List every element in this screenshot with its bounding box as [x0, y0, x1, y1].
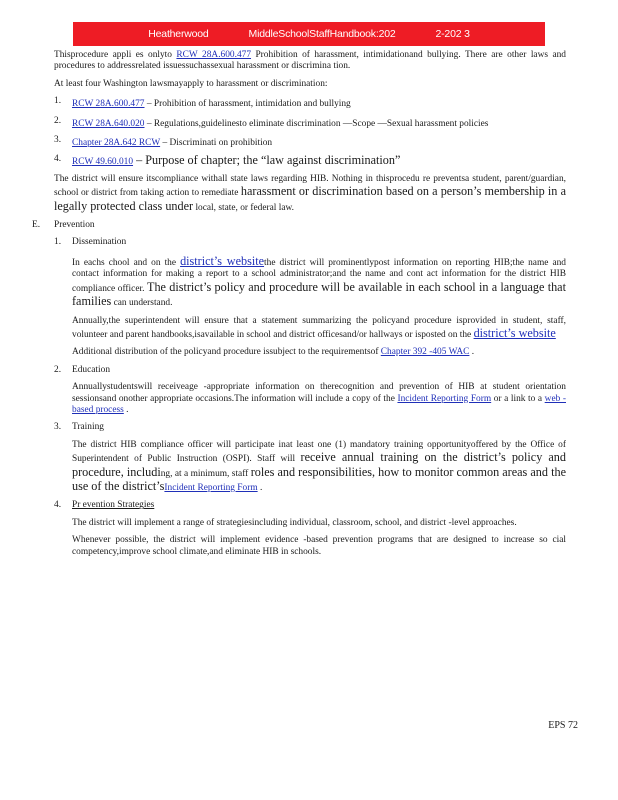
law-item	[54, 116, 566, 130]
law-number: 4.	[54, 154, 62, 165]
strategies-p1: The district will implement a range of strategiesincluding individual, classroom, school, and district -level approaches.	[72, 517, 517, 528]
section-prevention-heading: E. Prevention	[32, 220, 95, 231]
header-title: MiddleSchoolStaffHandbook:202	[248, 28, 396, 40]
training-body	[72, 440, 566, 495]
strategies-heading: 4. Pr evention Strategies	[54, 500, 155, 511]
law-item	[54, 154, 566, 168]
header-school: Heatherwood	[148, 28, 209, 40]
laws-intro: At least four Washington lawsmayapply to harassment or discrimination:	[54, 78, 328, 89]
dissemination-p3: Additional distribution of the policyand procedure issubject to the requirementsof Chapter 392 -405 WAC .	[72, 347, 475, 358]
strategies-body	[72, 518, 566, 558]
law-link[interactable]: RCW 49.60.010	[72, 157, 134, 168]
incident-reporting-form-link[interactable]: Incident Reporting Form	[397, 393, 492, 404]
education-heading: 2. Education	[54, 364, 111, 375]
law-number: 3.	[54, 135, 62, 146]
training-paragraph: The district HIB compliance officer will participate inat least one (1) mandatory training opportunityoffered by the Office of Superintendent of Public Instruction (OSPI). Staff will receive annual training on the district’s policy and procedure, including, at a minimum, staff roles and responsibilities, how to monitor common areas and the use of the district’sIncident Reporting Form .	[72, 439, 566, 493]
law-text: RCW 49.60.010 – Purpose of chapter; the “law against discrimination”	[72, 153, 401, 168]
law-text: RCW 28A.640.020 – Regulations,guidelinesto eliminate discrimination —Scope —Sexual harassment policies	[72, 118, 489, 129]
law-number: 1.	[54, 96, 62, 107]
law-link[interactable]: Chapter 28A.642 RCW	[72, 138, 161, 149]
dissemination-heading: 1. Dissemination	[54, 237, 127, 248]
page-header-bar	[73, 22, 545, 46]
law-text: RCW 28A.600.477 – Prohibition of harassment, intimidation and bullying	[72, 99, 351, 110]
law-link[interactable]: RCW 28A.640.020	[72, 118, 145, 129]
law-number: 2.	[54, 115, 62, 126]
page-content	[32, 50, 566, 564]
education-body	[72, 382, 566, 416]
dissemination-body	[72, 255, 566, 359]
incident-reporting-form-link-2[interactable]: Incident Reporting Form	[164, 482, 258, 493]
rcw-link[interactable]: RCW 28A.600.477	[176, 50, 252, 60]
wac-link[interactable]: Chapter 392 -405 WAC	[380, 347, 470, 358]
dissemination-p1: In eachs chool and on the district’s websitethe district will prominentlypost information on reporting HIB;the name and contact information for making a report to a school administrator;and the name and cont act information for the district HIB compliance officer. The district’s policy and procedure will be available in each school in a language that families can understand.	[72, 253, 566, 309]
laws-list	[54, 96, 566, 169]
dissemination-p2: Annually,the superintendent will ensure that a statement summarizing the policyand procedure isprovided in student, staff, volunteer and parent handbooks,isavailable in school and district officesand/or hallways or isposted on the district’s website	[72, 315, 566, 340]
compliance-paragraph: The district will ensure itscompliance withall state laws regarding HIB. Nothing in thisprocedu re preventsa student, parent/guardian, school or district from taking action to remediate harassment or discrimination based on a person’s membership in a legally protected class under local, state, or federal law.	[54, 173, 566, 213]
education-paragraph: Annuallystudentswill receiveage -appropriate information on therecognition and prevention of HIB at student orientation sessionsand onother appropriate occasions.The information will include a copy of the Incident Reporting Form or a link to a web -based process .	[72, 382, 566, 415]
header-year: 2-202 3	[435, 28, 470, 40]
district-website-link[interactable]: district’s website	[180, 253, 265, 268]
web-based-process-link[interactable]: web -based process	[72, 393, 566, 415]
district-website-link-2[interactable]: district’s website	[473, 325, 556, 340]
law-text: Chapter 28A.642 RCW – Discriminati on prohibition	[72, 138, 273, 149]
law-item	[54, 135, 566, 149]
law-link[interactable]: RCW 28A.600.477	[72, 99, 145, 110]
training-heading: 3. Training	[54, 422, 104, 433]
page-footer: EPS 72	[548, 720, 578, 731]
intro-paragraph: Thisprocedure appli es onlyto RCW 28A.600.477 Prohibition of harassment, intimidationand bullying. There are other laws and procedures to addressrelated issuessuchassexual harassment or discrimina tion.	[54, 50, 566, 72]
law-item	[54, 96, 566, 110]
strategies-p2: Whenever possible, the district will implement evidence -based prevention programs that are designed to increase so cial competency,improve school climate,and eliminate HIB in schools.	[72, 535, 566, 557]
